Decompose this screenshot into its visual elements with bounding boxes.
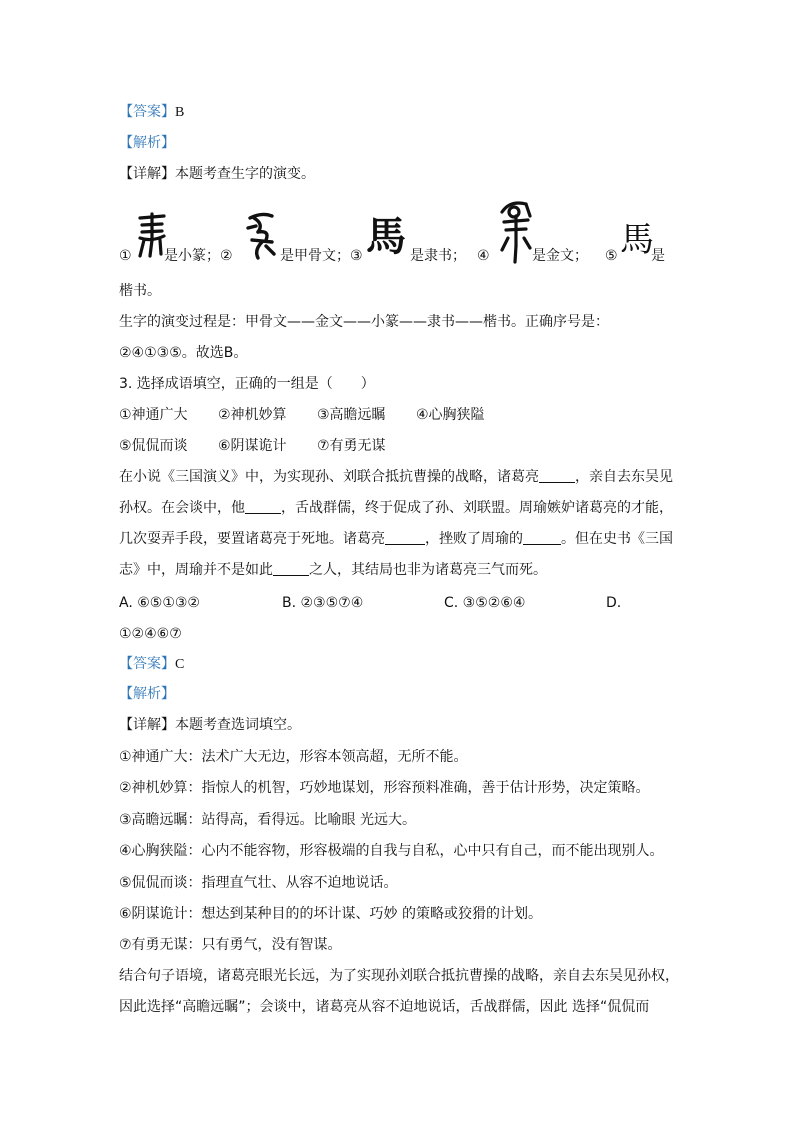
explain-5: ⑤侃侃而谈：指理直气壮、从容不迫地说话。 [119, 875, 398, 891]
idiom-option: ⑥阴谋诡计 [218, 438, 287, 454]
choice-d-content: ①②④⑥⑦ [119, 626, 182, 642]
explain-1: ①神通广大：法术广大无边，形容本领高超，无所不能。 [119, 749, 468, 765]
choice-a: A. ⑥⑤①③② [119, 595, 200, 611]
answer-line-2 [119, 654, 184, 675]
glyph-evolution-row [0, 196, 794, 272]
idiom-option: ④心胸狭隘 [416, 407, 485, 423]
conclusion-1: 结合句子语境，诸葛亮眼光长远，为了实现孙刘联合抵抗曹操的战略，亲自去东吴见孙权， [119, 968, 679, 984]
answer-value: B [175, 105, 185, 120]
idiom-option: ①神通广大 [119, 407, 188, 423]
explain-3: ③高瞻远瞩：站得高，看得远。比喻眼 光远大。 [119, 812, 416, 828]
passage-line-4: 志》中，周瑜并不是如此 之人，其结局也非为诸葛亮三气而死。 [119, 562, 547, 578]
glyph-desc-5: 是 [651, 248, 665, 264]
answer-line-1 [119, 102, 184, 123]
explain-6: ⑥阴谋诡计：想达到某种目的的坏计谋、巧妙 的策略或狡猾的计划。 [119, 906, 542, 922]
blank-5 [273, 561, 309, 576]
idiom-option: ②神机妙算 [218, 407, 287, 423]
blank-4 [523, 530, 561, 545]
explain-7: ⑦有勇无谋：只有勇气，没有智谋。 [119, 937, 342, 953]
detail-line-4: ②④①③⑤。故选B。 [119, 345, 248, 361]
idiom-option: ⑦有勇无谋 [317, 438, 386, 454]
analysis-tag-2: 【解析】 [119, 686, 175, 702]
glyph-desc-3: 是隶书； [410, 248, 466, 264]
answer-tag: 【答案】 [119, 104, 175, 120]
explain-4: ④心胸狭隘：心内不能容物，形容极端的自我与自私，心中只有自己，而不能出现别人。 [119, 843, 664, 859]
glyph-label-1: ① [119, 248, 132, 264]
conclusion-2: 因此选择“高瞻远瞩”；会谈中，诸葛亮从容不迫地说话，舌战群儒，因此 选择“侃侃而 [119, 999, 650, 1015]
analysis-tag-1: 【解析】 [119, 135, 175, 151]
choice-d: D. [606, 595, 622, 611]
passage-line-1: 在小说《三国演义》中，为实现孙、刘联合抵抗曹操的战略，诸葛亮 ，亲自去东吴见 [119, 469, 673, 485]
question-3-stem: 3. 选择成语填空，正确的一组是（ ） [119, 376, 375, 392]
blank-1 [539, 468, 575, 483]
regular-script-glyph: 馬 [620, 220, 654, 260]
detail-line-3: 生字的演变过程是：甲骨文——金文——小篆——隶书——楷书。正确序号是： [119, 314, 609, 330]
clerical-script-glyph: 馬 [366, 213, 406, 260]
detail-line-5: 【详解】本题考查选词填空。 [119, 717, 301, 733]
explain-2: ②神机妙算：指惊人的机智，巧妙地谋划，形容预料准确，善于估计形势，决定策略。 [119, 780, 650, 796]
glyph-desc-4: 是金文； [532, 248, 588, 264]
blank-2 [245, 499, 281, 514]
glyph-desc-1: 是小篆；② [164, 248, 233, 264]
passage-line-3: 几次耍弄手段，要置诸葛亮于死地。诸葛亮 ，挫败了周瑜的 。但在史书《三国 [119, 531, 673, 547]
passage-line-2: 孙权。在会谈中，他 ，舌战群儒，终于促成了孙、刘联盟。周瑜嫉妒诸葛亮的才能， [119, 500, 673, 516]
choice-c: C. ③⑤②⑥④ [444, 595, 526, 611]
idiom-option: ③高瞻远瞩 [317, 407, 386, 423]
idiom-option: ⑤侃侃而谈 [119, 438, 188, 454]
glyph-desc-2: 是甲骨文；③ [280, 248, 363, 264]
bronze-script-glyph-icon [496, 196, 534, 266]
glyph-label-5: ⑤ [605, 248, 618, 264]
glyph-label-4: ④ [477, 248, 490, 264]
oracle-bone-glyph-icon [244, 210, 278, 264]
choice-b: B. ②③⑤⑦④ [282, 595, 364, 611]
detail-line-2: 楷书。 [119, 283, 161, 299]
answer-value: C [175, 657, 185, 672]
answer-tag: 【答案】 [119, 656, 175, 672]
blank-3 [385, 530, 425, 545]
detail-line-1: 【详解】本题考查生字的演变。 [119, 166, 315, 182]
